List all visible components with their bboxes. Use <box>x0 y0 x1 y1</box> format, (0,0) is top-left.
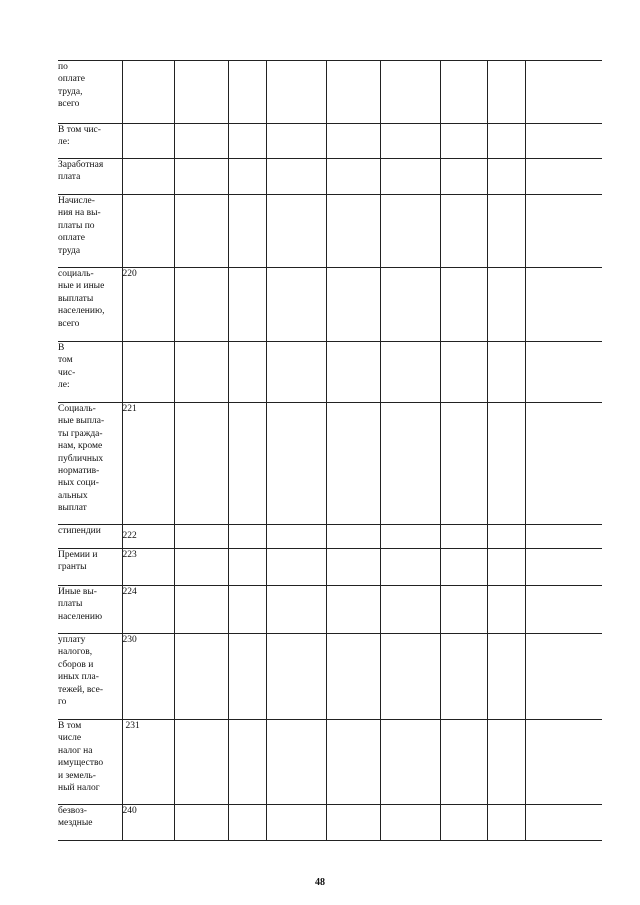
row-label <box>58 159 122 195</box>
row-label-text: Премии и гранты <box>58 550 98 573</box>
table-row <box>58 525 602 549</box>
row-label-text: Заработная плата <box>58 160 104 183</box>
row-label-text: В том чис- ле: <box>58 343 76 391</box>
row-label <box>58 124 122 159</box>
row-code <box>122 61 174 124</box>
row-label <box>58 268 122 342</box>
table-row <box>58 805 602 841</box>
row-label <box>58 805 122 841</box>
table-row <box>58 195 602 268</box>
row-code: 220 <box>122 268 174 342</box>
table-row <box>58 720 602 805</box>
row-label-text: В том чис- ле: <box>58 125 101 148</box>
row-label-text: стипендии <box>58 526 101 536</box>
row-label <box>58 342 122 403</box>
row-label-text: социаль- ные и иные выплаты населению, всего <box>58 269 105 329</box>
row-code <box>122 342 174 403</box>
row-label <box>58 61 122 124</box>
row-label <box>58 720 122 805</box>
row-label-text: Иные вы- платы населению <box>58 587 103 622</box>
table-row <box>58 268 602 342</box>
row-code: 221 <box>122 403 174 525</box>
row-label-text: Начисле- ния на вы- платы по оплате труда <box>58 196 101 256</box>
row-label <box>58 525 122 549</box>
row-label <box>58 586 122 634</box>
row-label <box>58 195 122 268</box>
row-code <box>122 124 174 159</box>
table-row <box>58 634 602 720</box>
row-code: 224 <box>122 586 174 634</box>
budget-table <box>58 60 602 841</box>
row-code: 223 <box>122 549 174 586</box>
table-row <box>58 61 602 124</box>
table-row <box>58 586 602 634</box>
table-row <box>58 549 602 586</box>
row-code: 240 <box>122 805 174 841</box>
table-row <box>58 159 602 195</box>
table-row <box>58 124 602 159</box>
row-label-text: безвоз- мездные <box>58 806 93 829</box>
table-row <box>58 403 602 525</box>
row-label <box>58 634 122 720</box>
table-row <box>58 342 602 403</box>
row-code <box>122 195 174 268</box>
row-label <box>58 549 122 586</box>
row-label-text: уплату налогов, сборов и иных пла- тежей, все- го <box>58 635 103 708</box>
row-label-text: по оплате труда, всего <box>58 62 85 110</box>
page-number: 48 <box>315 877 325 888</box>
row-code: 231 <box>122 720 174 805</box>
row-code <box>122 159 174 195</box>
row-code: 230 <box>122 634 174 720</box>
row-label <box>58 403 122 525</box>
row-label-text: В том числе налог на имущество и земель- ный налог <box>58 721 104 794</box>
row-code: 222 <box>122 525 174 549</box>
row-label-text: Социаль- ные выпла- ты гражда- нам, кроме публичных норматив- ных соци- альных выплат <box>58 404 105 514</box>
